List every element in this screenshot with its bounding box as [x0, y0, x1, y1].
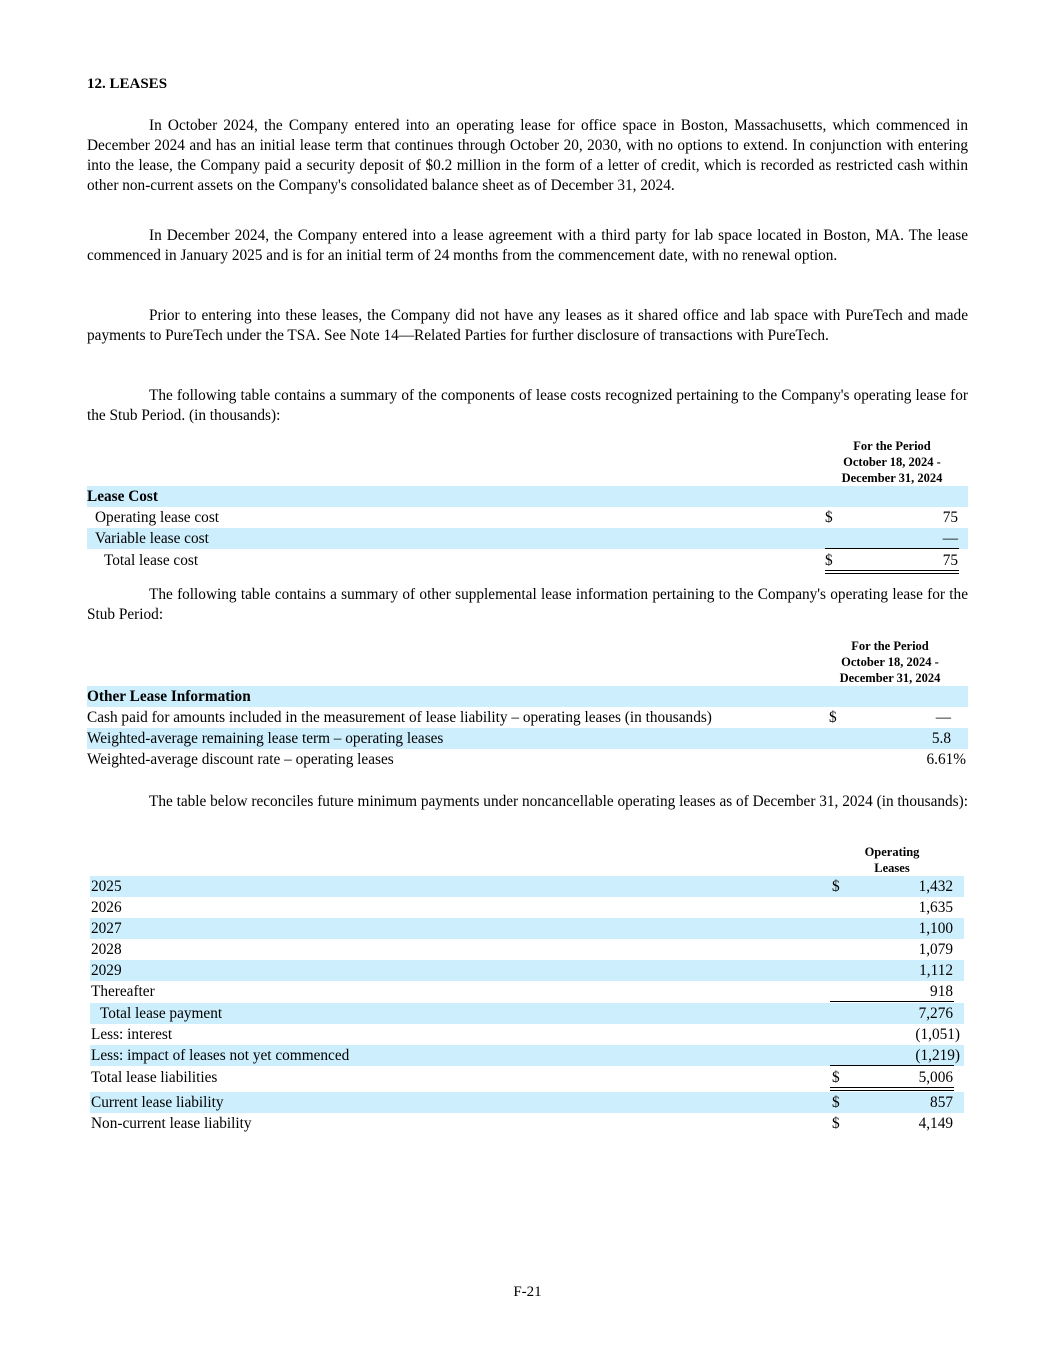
table-row: [90, 1045, 964, 1066]
table-title: Lease Cost: [87, 488, 158, 505]
row-value: 5,006: [918, 1069, 953, 1086]
row-label: Variable lease cost: [95, 530, 209, 547]
row-label: 2027: [91, 920, 122, 937]
row-label: Less: interest: [91, 1026, 173, 1043]
row-currency: $: [832, 1094, 840, 1111]
table-row: [90, 981, 964, 1002]
row-label: 2025: [91, 878, 122, 895]
column-header-line: October 18, 2024 -: [843, 455, 941, 469]
row-label: 2028: [91, 941, 122, 958]
column-header-line: For the Period: [853, 439, 931, 453]
table-row: [87, 528, 968, 549]
column-header-line: Leases: [831, 860, 953, 877]
row-value: (1,051): [915, 1026, 960, 1043]
row-label: Weighted-average remaining lease term – operating leases: [87, 730, 444, 747]
row-label: Weighted-average discount rate – operating leases: [87, 751, 394, 768]
row-currency: $: [832, 1115, 840, 1132]
table-row: [90, 1092, 964, 1113]
paragraph-lease-cost-intro: The following table contains a summary of the components of lease costs recognized pertaining to the Company's operating lease for the Stub Period. (in thousands):: [87, 387, 968, 424]
row-value: 1,079: [918, 941, 953, 958]
table-row: [90, 1113, 964, 1134]
row-value: 1,432: [918, 878, 953, 895]
table-title-row: [87, 486, 968, 507]
table-row: [90, 939, 964, 960]
table-title-row: [87, 686, 968, 707]
total-double-rule-top: [825, 570, 959, 571]
row-label: 2026: [91, 899, 122, 916]
row-label: Current lease liability: [91, 1094, 224, 1111]
table-row-subtotal: [90, 1003, 964, 1024]
row-value: 1,112: [919, 962, 953, 979]
row-value: 4,149: [918, 1115, 953, 1132]
table-row: [87, 507, 968, 528]
table-row-total: [90, 1067, 964, 1088]
row-label: Less: impact of leases not yet commenced: [91, 1047, 350, 1064]
subtotal-rule: [830, 1065, 954, 1066]
column-header-line: For the Period: [851, 639, 929, 653]
row-label: Total lease payment: [100, 1005, 223, 1022]
table-row: [87, 749, 968, 770]
row-label: 2029: [91, 962, 122, 979]
paragraph-maturity-intro: The table below reconciles future minimum payments under noncancellable operating leases as of December 31, 2024 (in thousands):: [149, 793, 968, 810]
row-value: 75: [942, 509, 958, 526]
column-header-line: October 18, 2024 -: [841, 655, 939, 669]
lease-cost-column-header: [827, 438, 957, 486]
table-row: [90, 876, 964, 897]
row-label: Total lease cost: [104, 552, 199, 569]
total-double-rule-top: [830, 1087, 954, 1088]
row-currency: $: [832, 1069, 840, 1086]
row-currency: $: [829, 709, 837, 726]
paragraph-office-lease: In October 2024, the Company entered into an operating lease for office space in Boston, Massachusetts, which commenced in December 2024 and has an initial lease term that continues through October 20, 2030, with no options to extend. In conjunction with entering into the lease, the Company paid a security deposit of $0.2 million in the form of a letter of credit, which is recorded as restricted cash within other non-current assets on the Company's consolidated balance sheet as of December 31, 2024.: [87, 117, 968, 194]
paragraph-supplemental-intro: The following table contains a summary of other supplemental lease information pertaining to the Company's operating lease for the Stub Period:: [87, 586, 968, 623]
table-row: [90, 960, 964, 981]
subtotal-rule: [830, 1001, 954, 1002]
row-value: 1,100: [918, 920, 953, 937]
subtotal-rule: [825, 548, 959, 549]
column-header-line: Operating: [864, 845, 920, 859]
table-row: [90, 1024, 964, 1045]
other-info-column-header: [827, 638, 953, 687]
row-value: 6.61%: [926, 751, 966, 768]
row-value: 5.8: [931, 730, 951, 747]
table-row: [87, 728, 968, 749]
row-value: 75: [942, 552, 958, 569]
row-value: 1,635: [918, 899, 953, 916]
row-currency: $: [832, 878, 840, 895]
row-label: Cash paid for amounts included in the measurement of lease liability – operating leases (in thousands): [87, 709, 712, 726]
row-value: (1,219): [915, 1047, 960, 1064]
total-double-rule-bottom: [830, 1090, 954, 1091]
column-header-line: December 31, 2024: [841, 471, 943, 485]
row-label: Thereafter: [91, 983, 155, 1000]
paragraph-lab-lease: In December 2024, the Company entered into a lease agreement with a third party for lab space located in Boston, MA. The lease commenced in January 2025 and is for an initial term of 24 months from the commencement date, with no renewal option.: [87, 227, 968, 264]
section-heading: 12. LEASES: [87, 76, 168, 92]
row-currency: $: [825, 509, 833, 526]
row-label: Non-current lease liability: [91, 1115, 252, 1132]
row-value: —: [942, 530, 958, 547]
table-row: [90, 918, 964, 939]
page-number: F-21: [513, 1284, 542, 1300]
paragraph-prior-leases: Prior to entering into these leases, the Company did not have any leases as it shared office and lab space with PureTech and made payments to PureTech under the TSA. See Note 14—Related Parties for further disclosure of transactions with PureTech.: [87, 307, 968, 344]
row-value: —: [935, 709, 951, 726]
row-label: Operating lease cost: [95, 509, 220, 526]
table-row: [87, 707, 968, 728]
table-row: [90, 897, 964, 918]
table-row-total: [87, 550, 968, 571]
column-header-line: December 31, 2024: [827, 670, 953, 687]
row-value: 857: [930, 1094, 953, 1111]
row-value: 918: [930, 983, 953, 1000]
table-title: Other Lease Information: [87, 688, 251, 705]
maturity-column-header: [831, 844, 953, 877]
row-currency: $: [825, 552, 833, 569]
row-value: 7,276: [918, 1005, 953, 1022]
total-double-rule-bottom: [825, 573, 959, 574]
row-label: Total lease liabilities: [91, 1069, 218, 1086]
